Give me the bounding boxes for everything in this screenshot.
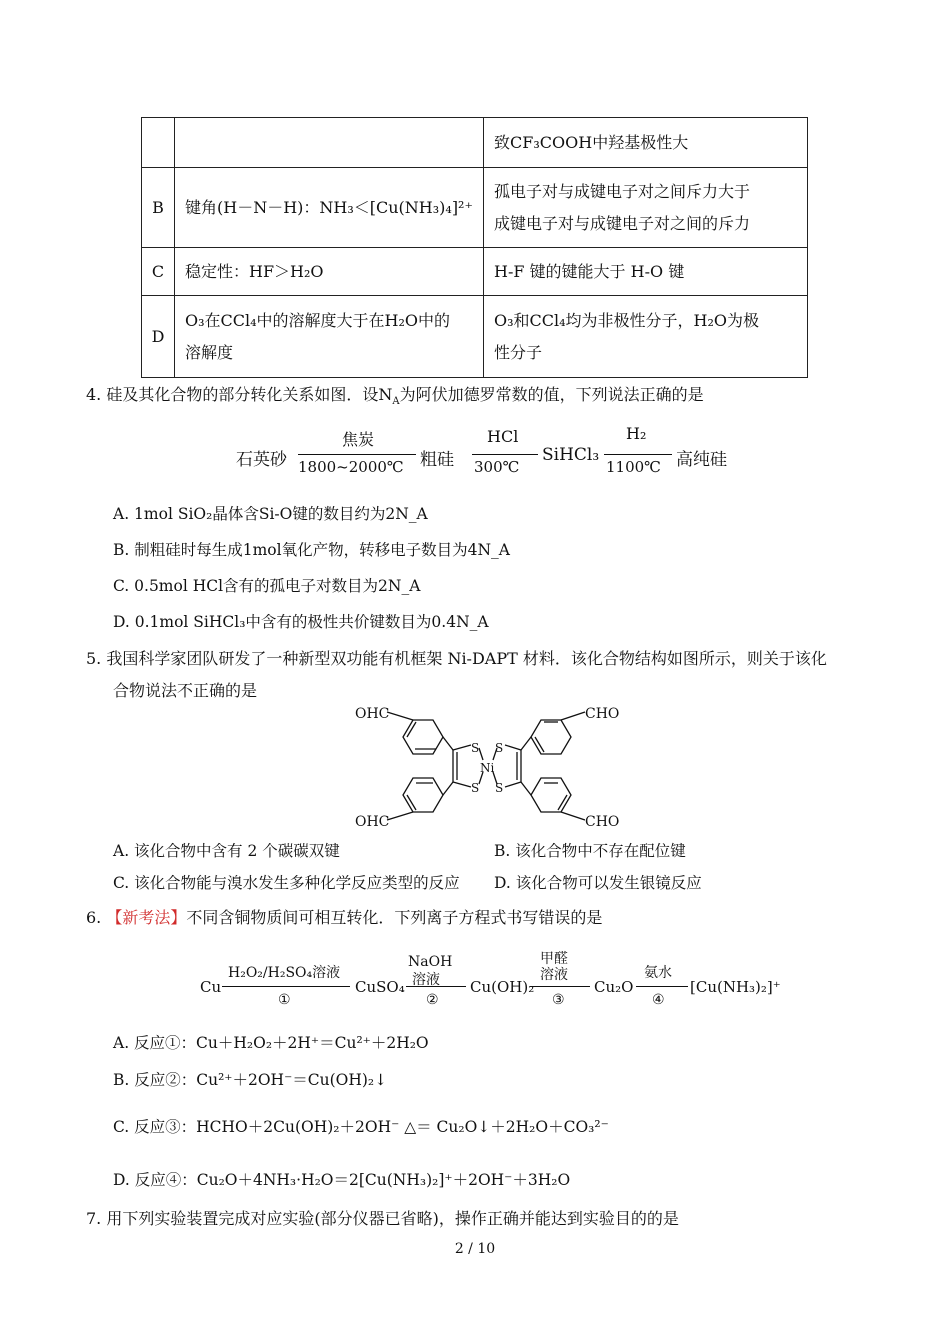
ni-dapt-structure — [345, 700, 630, 832]
scheme-start: 石英砂 — [236, 450, 287, 470]
row-top-col3: 致CF₃COOH中羟基极性大 — [484, 118, 808, 168]
q5-option-a: A. 该化合物中含有 2 个碳碳双键 — [113, 842, 340, 860]
q6-option-d: D. 反应④：Cu₂O＋4NH₃·H₂O＝2[Cu(NH₃)₂]⁺＋2OH⁻＋3H₂O — [113, 1171, 571, 1189]
q4-option-b: B. 制粗硅时每生成1mol氧化产物，转移电子数目为4N_A — [113, 541, 510, 559]
new-exam-tag: 【新考法】 — [106, 908, 187, 927]
row-d-col2b: 溶解度 — [185, 342, 234, 362]
q3-table — [141, 117, 808, 378]
row-c-col2: 稳定性：HF＞H₂O — [175, 248, 484, 296]
ohc-bottom-left: OHC — [355, 814, 390, 830]
row-d-col3a: O₃和CCl₄均为非极性分子，H₂O为极 — [494, 310, 760, 330]
q6-option-a: A. 反应①：Cu＋H₂O₂＋2H⁺＝Cu²⁺＋2H₂O — [113, 1034, 429, 1052]
q6-scheme: Cu H₂O₂/H₂SO₄溶液 ① CuSO₄ NaOH 溶液 ② Cu(OH)₂ 甲醛 溶液 ③ Cu₂O 氨水 ④ [Cu(NH₃)₂]⁺ — [200, 951, 781, 1008]
s-atom-3: S — [495, 741, 504, 755]
page-number: 2 / 10 — [454, 1241, 496, 1257]
row-b-col3b: 成键电子对与成键电子对之间的斥力 — [494, 213, 751, 233]
ohc-top-left: OHC — [355, 706, 390, 722]
q5-stem-line1: 5. 我国科学家团队研发了一种新型双功能有机框架 Ni-DAPT 材料．该化合物结构如图所示，则关于该化 — [86, 649, 827, 668]
row-d-col2a: O₃在CCl₄中的溶解度大于在H₂O中的 — [185, 310, 451, 330]
arrow-3 — [604, 454, 672, 455]
arrow-2 — [472, 454, 538, 455]
arrow-1 — [298, 454, 416, 455]
q6-option-c: C. 反应③：HCHO＋2Cu(OH)₂＋2OH⁻ △＝ Cu₂O↓＋2H₂O＋CO₃²⁻ — [113, 1118, 609, 1136]
s-atom-1: S — [471, 741, 480, 755]
row-b-label: B — [142, 168, 175, 248]
q4-option-d: D. 0.1mol SiHCl₃中含有的极性共价键数目为0.4N_A — [113, 613, 489, 631]
cho-top-right: CHO — [585, 706, 620, 722]
q5-option-d: D. 该化合物可以发生银镜反应 — [494, 874, 702, 892]
q4-option-c: C. 0.5mol HCl含有的孤电子对数目为2N_A — [113, 577, 421, 595]
q4-stem: 4. 硅及其化合物的部分转化关系如图．设$N_A$为阿伏加德罗常数的值，下列说法正确的是 — [86, 385, 704, 408]
row-b-col3a: 孤电子对与成键电子对之间斥力大于 — [494, 181, 751, 201]
q4-scheme: 石英砂 焦炭 1800~2000℃ 粗硅 HCl 300℃ SiHCl₃ H₂ 1100℃ 高纯硅 — [236, 424, 727, 476]
row-d-col3b: 性分子 — [494, 342, 543, 362]
q7-stem: 7. 用下列实验装置完成对应实验(部分仪器已省略)，操作正确并能达到实验目的的是 — [86, 1209, 679, 1228]
q4-option-a: A. 1mol SiO₂晶体含Si-O键的数目约为2N_A — [113, 505, 428, 523]
cho-bottom-right: CHO — [585, 814, 620, 830]
row-c-label: C — [142, 248, 175, 296]
ni-atom: Ni — [480, 761, 495, 775]
q5-option-c: C. 该化合物能与溴水发生多种化学反应类型的反应 — [113, 874, 460, 892]
q5-option-b: B. 该化合物中不存在配位键 — [494, 842, 686, 860]
q5-stem-line2: 合物说法不正确的是 — [113, 681, 258, 700]
row-d-label: D — [142, 296, 175, 378]
s-atom-4: S — [495, 781, 504, 795]
row-c-col3: H-F 键的键能大于 H-O 键 — [484, 248, 808, 296]
s-atom-2: S — [471, 781, 480, 795]
q6-stem: 6. 【新考法】不同含铜物质间可相互转化．下列离子方程式书写错误的是 — [86, 908, 603, 927]
row-b-col2: 键角(H－N－H)：NH₃＜[Cu(NH₃)₄]²⁺ — [175, 168, 484, 248]
q6-option-b: B. 反应②：Cu²⁺＋2OH⁻＝Cu(OH)₂↓ — [113, 1071, 388, 1089]
